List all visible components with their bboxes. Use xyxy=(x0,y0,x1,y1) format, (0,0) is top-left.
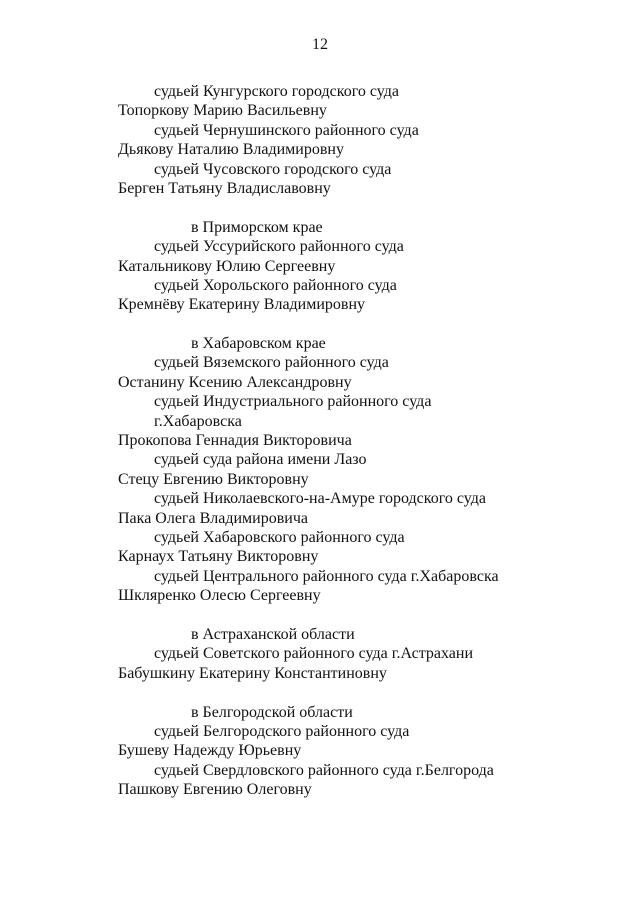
page-number: 12 xyxy=(312,36,328,53)
person-name: Останину Ксению Александровну xyxy=(118,373,352,391)
court-line: судьей Советского районного суда г.Астрахани xyxy=(154,645,474,663)
person-name: Шкляренко Олесю Сергеевну xyxy=(118,587,321,605)
person-name: Пашкову Евгению Олеговну xyxy=(118,781,312,799)
appointment-block xyxy=(118,703,618,800)
person-name: Дьякову Наталию Владимировну xyxy=(118,141,344,159)
person-name: Стецу Евгению Викторовну xyxy=(118,470,309,488)
person-name: Прокопова Геннадия Викторовича xyxy=(118,432,352,450)
person-name: Берген Татьяну Владиславовну xyxy=(118,179,331,197)
paragraph-gap xyxy=(118,683,618,702)
region-heading: в Астраханской области xyxy=(191,625,355,643)
court-line: судьей Уссурийского районного суда xyxy=(154,238,404,256)
court-line: судьей суда района имени Лазо xyxy=(154,451,367,469)
court-line: судьей Центрального районного суда г.Хабаровска xyxy=(154,567,499,585)
court-line: судьей Вяземского районного суда xyxy=(154,354,389,372)
appointment-block xyxy=(118,218,618,315)
paragraph-gap xyxy=(118,606,618,625)
court-line: судьей Индустриального районного суда xyxy=(154,393,432,411)
appointment-block xyxy=(118,334,618,605)
paragraph-gap xyxy=(118,198,618,217)
court-line: судьей Чусовского городского суда xyxy=(154,160,392,178)
document-body xyxy=(118,82,618,799)
person-name: Кремнёву Екатерину Владимировну xyxy=(118,296,366,314)
appointment-block xyxy=(118,82,618,198)
court-line: судьей Николаевского-на-Амуре городского суда xyxy=(154,490,487,508)
person-name: Катальникову Юлию Сергеевну xyxy=(118,257,336,275)
person-name: Бабушкину Екатерину Константиновну xyxy=(118,664,387,682)
region-heading: в Белгородской области xyxy=(191,703,353,721)
person-name: Карнаух Татьяну Викторовну xyxy=(118,548,319,566)
region-heading: в Приморском крае xyxy=(191,218,323,236)
court-line: судьей Хабаровского районного суда xyxy=(154,528,405,546)
court-line: судьей Свердловского районного суда г.Белгорода xyxy=(154,761,494,779)
appointment-block xyxy=(118,625,618,683)
person-name: Бушеву Надежду Юрьевну xyxy=(118,742,302,760)
court-line: судьей Кунгурского городского суда xyxy=(154,83,399,100)
paragraph-gap xyxy=(118,315,618,334)
person-name: Пака Олега Владимировича xyxy=(118,509,309,527)
person-name: Топоркову Марию Васильевну xyxy=(118,102,327,120)
court-line: г.Хабаровска xyxy=(154,412,242,430)
court-line: судьей Белгородского районного суда xyxy=(154,722,410,740)
region-heading: в Хабаровском крае xyxy=(191,335,326,353)
court-line: судьей Хорольского районного суда xyxy=(154,276,397,294)
court-line: судьей Чернушинского районного суда xyxy=(154,121,419,139)
